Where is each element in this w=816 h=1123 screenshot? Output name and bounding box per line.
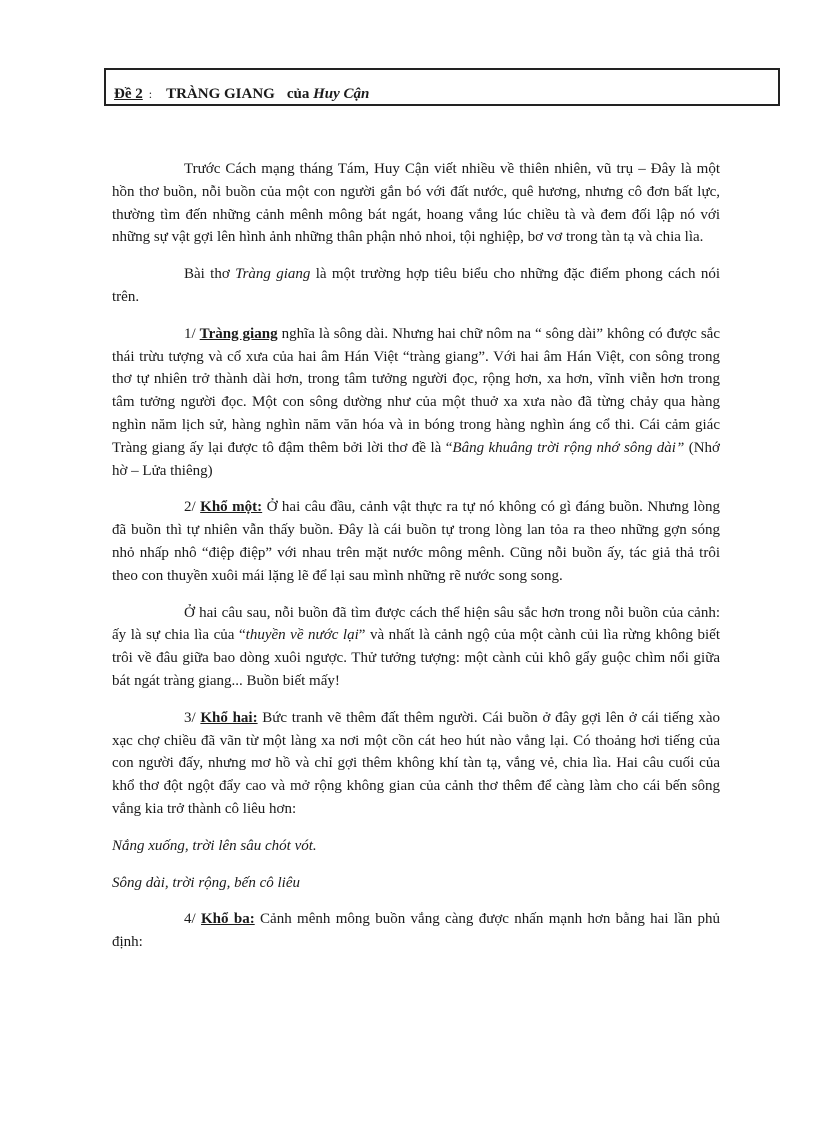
intro-paragraph: Trước Cách mạng tháng Tám, Huy Cận viết nhiều về thiên nhiên, vũ trụ – Đây là một hồn thơ buồn, nỗi buồn của một con người gắn bó với đất nước, quê hương, nhưng cô đơn bất lực, thường tìm đến những cảnh mênh mông bát ngát, hoang vắng lúc chiều tà và đem đối lập nó với những sự vật gợi lên hình ảnh những thân phận nhỏ nhoi, tội nghiệp, bơ vơ trong tàn tạ và chia lìa.: [112, 161, 720, 246]
section-heading: Khổ ba:: [201, 911, 255, 928]
quote-italic: Bâng khuâng trời rộng nhớ sông dài”: [452, 439, 685, 456]
text-run: ” và nhất là cảnh ngộ của một cành củi lìa rừng không biết trôi về đâu giữa bao dòng xuôi ngược. Thử tưởng tượng: một cành củi khô gẩy guộc chìm nổi giữa bát ngát tràng giang... Buồn biết mấy!: [112, 627, 720, 689]
exercise-number: Đề 2: [114, 86, 143, 102]
section-2b-paragraph: [112, 602, 720, 693]
text-run: Bức tranh vẽ thêm đất thêm người. Cái buồn ở đây gợi lên ở cái tiếng xào xạc chợ chiều đã vãn từ một làng xa nơi một cồn cát heo hút nào vẳng lại. Có thoảng hơi tiếng của con người đấy, nhưng mơ hồ và chỉ gợi thêm không khí tàn tạ, vắng vẻ, chia lìa. Hai câu cuối của khổ thơ đột ngột đẩy cao và mở rộng không gian của cảnh thơ thêm để càng làm cho cái bến sông vắng kia trở thành cô liêu hơn:: [112, 709, 720, 817]
text-run: (Nhớ hờ – Lửa thiêng): [112, 439, 720, 479]
section-number: 3/: [184, 709, 201, 726]
section-number: 4/: [184, 911, 202, 928]
section-1-paragraph: [112, 323, 720, 483]
text-run: Ở hai câu đầu, cảnh vật thực ra tự nó không có gì đáng buồn. Nhưng lòng đã buồn thì tự nhiên vẫn thấy buồn. Đây là cái buồn tự trong lòng lan tỏa ra theo những gợn sóng nhỏ nhấp nhô “điệp điệp” với nhau trên mặt nước mông mênh. Cũng nỗi buồn ấy, tác giả thả trôi theo con thuyền xuôi mái lặng lẽ để lại sau mình những rẽ nước song song.: [112, 499, 721, 584]
quote-italic: thuyền về nước lại: [245, 627, 359, 644]
paragraph-style: [112, 263, 720, 309]
poem-name-italic: Tràng giang: [235, 266, 311, 283]
title-colon: :: [148, 87, 153, 101]
verse-line: Sông dài, trời rộng, bến cô liêu: [112, 874, 300, 891]
text-run: là một trường hợp tiêu biểu cho những đặc điểm phong cách nói trên.: [112, 266, 720, 305]
essay-body: [112, 158, 720, 968]
author-prefix: của: [286, 86, 310, 102]
section-number: 1/: [184, 325, 200, 342]
author-name: Huy Cận: [313, 86, 370, 102]
text-run: Ở hai câu sau, nỗi buồn đã tìm được cách thể hiện sâu sắc hơn trong nỗi buồn của cảnh: ấy là sự chia lìa của “: [112, 604, 720, 644]
section-heading: Tràng giang: [199, 325, 278, 342]
title-box: [104, 68, 780, 106]
title-line: [114, 86, 369, 103]
section-2-paragraph: [112, 496, 720, 587]
text-run: Bài thơ: [184, 266, 236, 283]
text-run: Cảnh mênh mông buồn vắng càng được nhấn mạnh hơn bằng hai lần phủ định:: [112, 911, 720, 951]
text-run: nghĩa là sông dài. Nhưng hai chữ nôm na “ sông dài” không có được sắc thái trừu tượng và cổ xưa của hai âm Hán Việt “tràng giang”. Với hai âm Hán Việt, con sông trong thơ tự nhiên trở thành dài hơn, trong tâm tưởng người đọc, rộng hơn, xa hơn, vĩnh viễn hơn trong tâm tưởng người đọc. Một con sông dường như của một thuở xa xưa nào đã từng chảy qua hàng nghìn năm lịch sử, hàng nghìn năm văn hóa và in bóng trong hàng nghìn áng cổ thi. Cái cảm giác Tràng giang ấy lại được tô đậm thêm bởi lời thơ đề là “: [112, 325, 720, 456]
section-3-paragraph: [112, 707, 720, 821]
section-heading: Khổ một:: [200, 499, 263, 516]
poem-title: TRÀNG GIANG: [166, 86, 275, 102]
section-number: 2/: [184, 499, 201, 516]
verse-line: Nắng xuống, trời lên sâu chót vót.: [112, 837, 317, 854]
section-heading: Khổ hai:: [200, 709, 258, 726]
section-4-paragraph: [112, 908, 720, 954]
